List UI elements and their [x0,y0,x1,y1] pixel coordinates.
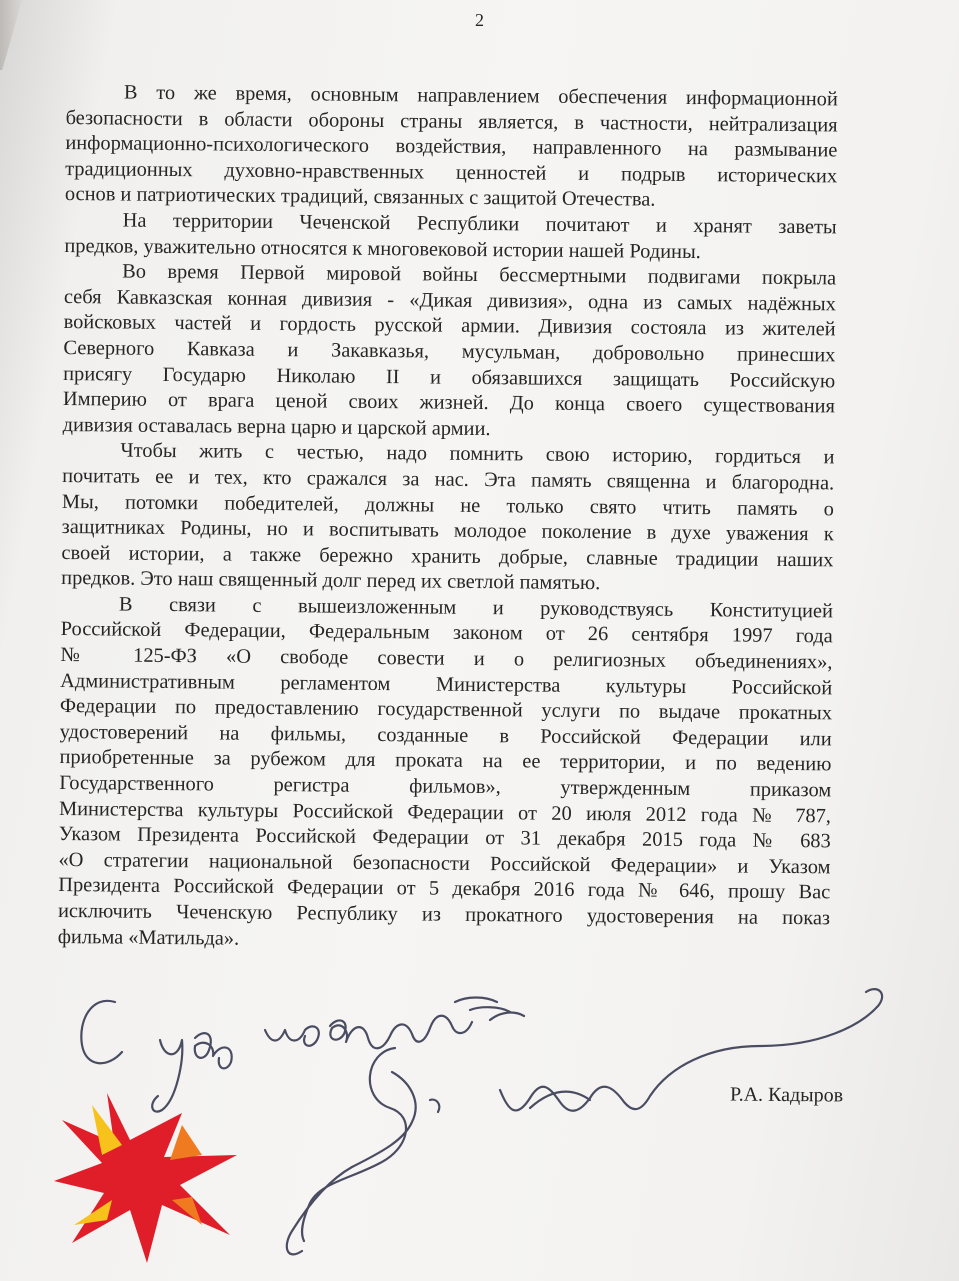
text-line: своей истории, а также бережно хранить добрые, славные традиции наших [61,541,834,572]
paragraph-1 [65,80,838,215]
text-line: защитниках Родины, но и воспитывать молодое поколение в духе уважения к [61,516,834,546]
text-line: Президента Российской Федерации от 5 декабря 2016 года № 646, прошу Вас [58,874,831,904]
signatory-name: Р.А. Кадыров [729,1083,844,1107]
text-line: войсковых частей и гордость русской армии. Дивизия состояла из жителей [63,311,836,341]
text-line: Российской Федерации, Федеральным законом от 26 сентября 1997 года [60,618,833,648]
text-line: Административным регламентом Министерства культуры Российской [60,669,833,700]
text-line: Чтобы жить с честью, надо помнить свою историю, гордиться и [120,439,835,469]
text-line: На территории Чеченской Республики почитают и хранят заветы [122,209,837,239]
text-line: традиционных духовно-нравственных ценностей и подрыв исторических [65,157,838,188]
paragraph-5 [58,592,833,958]
text-line: Федерации по предоставлению государственной услуги по выдаче прокатных [59,695,833,725]
text-line: Министерства культуры Российской Федерации от 20 июля 2012 года № 787, [58,797,832,828]
text-line: почитать ее и тех, кто сражался за нас. Эта память священна и благородна. [62,464,835,495]
paragraph-3 [63,259,837,446]
text-line: предков, уважительно относятся к многовековой истории нашей Родины. [64,234,701,263]
letter-body [58,80,838,958]
text-line: фильма «Матильда». [57,925,240,950]
text-line: Мы, потомки победителей, должны не только свято чтить память о [61,490,835,520]
text-line: Северного Кавказа и Закавказья, мусульман, добровольно принесших [63,336,836,367]
text-line: В связи с вышеизложенным и руководствуясь Конституцией [118,593,834,623]
text-line: № 125-ФЗ «О свободе совести и о религиозных объединениях», [60,644,833,674]
text-line: приобретенные за рубежом для проката на ее территории, и по ведению [59,746,832,776]
text-line: безопасности в области обороны страны является, в частности, нейтрализация [65,106,838,137]
logo-star-red [54,1093,237,1263]
text-line: предков. Это наш священный долг перед их светлой памятью. [61,567,601,595]
text-line: Во время Первой мировой войны бессмертными подвигами покрыла [122,260,837,290]
text-line: Империю от врага ценой своих жизней. До конца своего существования [62,388,836,418]
text-line: исключить Чеченскую Республику из прокатного удостоверения на показ [57,899,831,930]
kp-logo [52,1085,242,1265]
text-line: В то же время, основным направлением обеспечения информационной [123,81,838,111]
text-line: удостоверений на фильмы, созданные в Российской Федерации или [59,720,832,751]
text-line: Указом Президента Российской Федерации от 31 декабря 2015 года № 683 [58,823,831,853]
text-line: присягу Государю Николаю II и обязавшихся защищать Российскую [63,362,836,392]
text-line: Государственного регистра фильмов», утвержденным приказом [59,771,832,802]
text-line: дивизия оставалась верна царю и царской армии. [62,413,491,440]
text-line: основ и патриотических традиций, связанных с защитой Отечества. [64,183,656,212]
text-line: информационно-психологического воздействия, направленного на размывание [65,132,838,162]
paragraph-2 [64,208,836,267]
page-number: 2 [475,10,484,30]
text-line: «О стратегии национальной безопасности Российской Федерации» и Указом [58,848,831,879]
paragraph-4 [61,438,834,599]
text-line: себя Кавказская конная дивизия - «Дикая дивизия», одна из самых надёжных [63,285,836,316]
